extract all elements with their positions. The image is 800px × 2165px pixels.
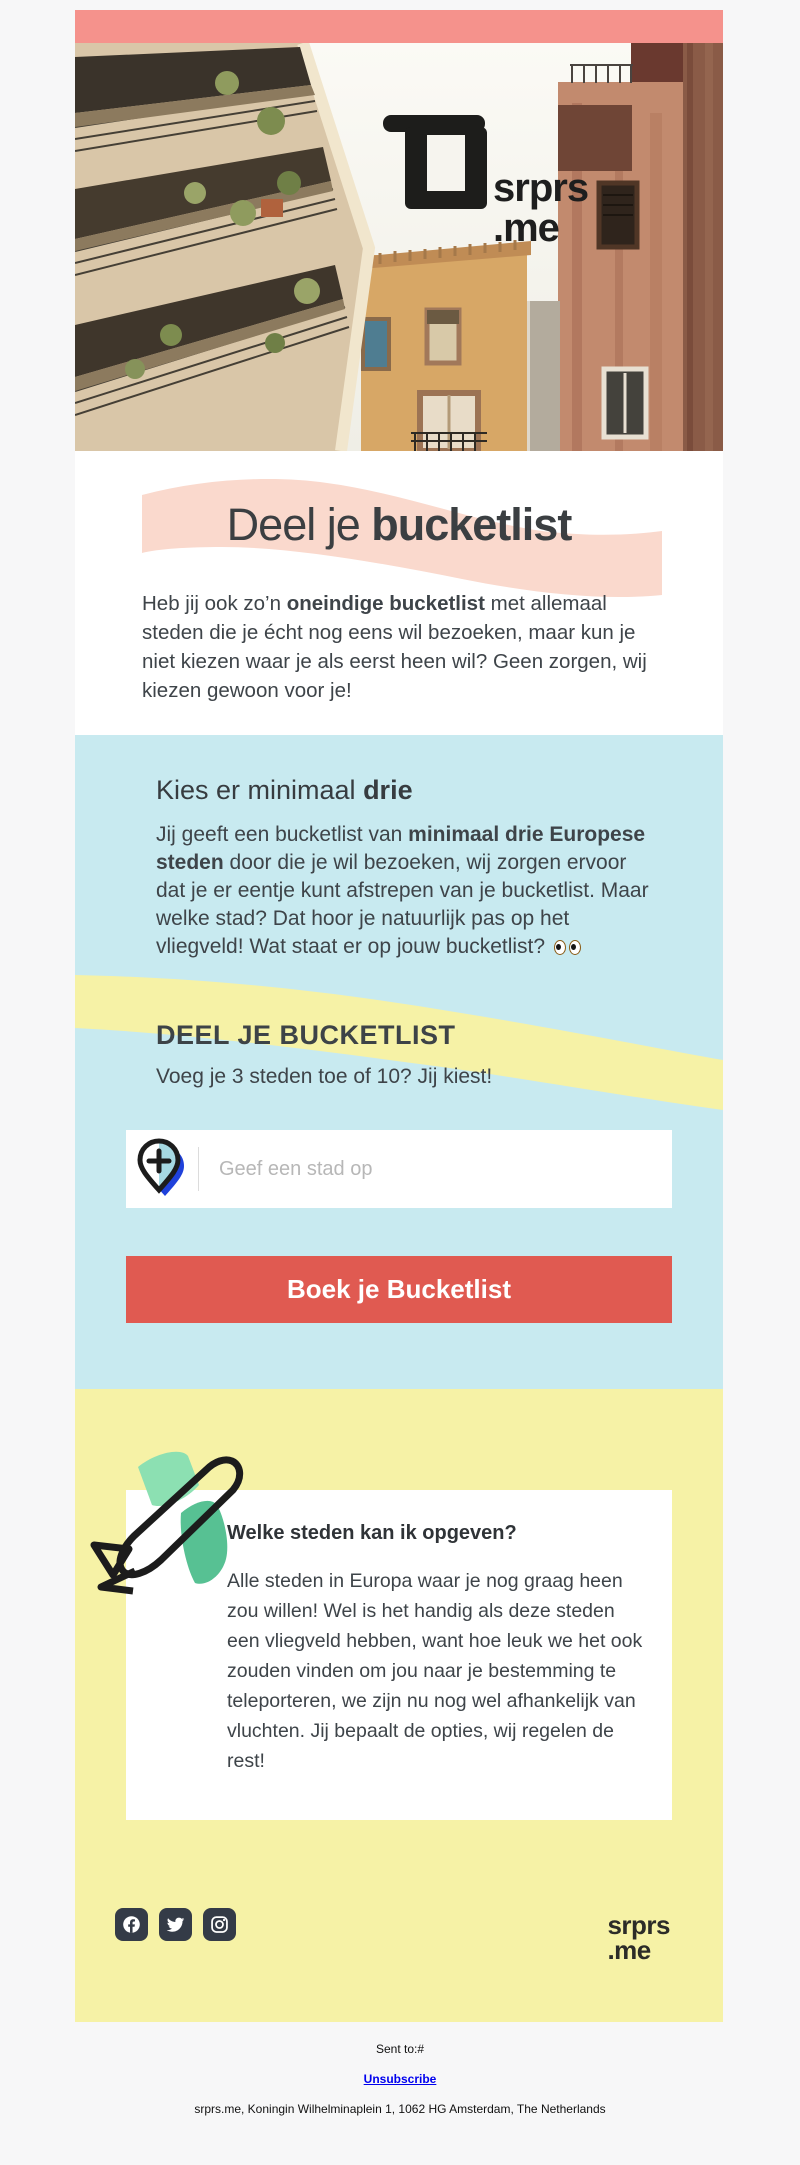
twitter-icon[interactable] [159, 1908, 192, 1941]
top-accent-bar [75, 10, 723, 43]
unsubscribe-link[interactable]: Unsubscribe [363, 2072, 437, 2086]
choose-heading: Kies er minimaal drie [156, 775, 413, 805]
hero-section [75, 451, 723, 735]
choose-body-text: Jij geeft een bucketlist van minimaal drie Europese steden door die je wil bezoeken, wij zorgen ervoor dat je er eentje kunt afstrepen van je bucketlist. Maar welke stad? Dat hoor je natuurlijk pas op het vliegveld! Wat staat er op jouw bucketlist? [156, 823, 649, 958]
street-photo-illustration [75, 43, 723, 451]
social-icons-row [115, 1908, 236, 1941]
share-subtitle: Voeg je 3 steden toe of 10? Jij kiest! [156, 1065, 493, 1088]
city-search-input[interactable] [199, 1158, 672, 1181]
footer-logo[interactable] [607, 1910, 670, 1965]
city-input-box[interactable] [126, 1130, 672, 1208]
choose-section [75, 735, 723, 1389]
svg-text:.me: .me [493, 206, 559, 250]
footer-logo-line2: .me [607, 1935, 651, 1965]
faq-question: Welke steden kan ik opgeven? [227, 1522, 517, 1544]
hero-title: Deel je bucketlist [226, 499, 572, 550]
hero-intro-text: Heb jij ook zo’n oneindige bucketlist met allemaal steden die je écht nog eens wil bezoeken, maar kun je niet kiezen waar je als eerst heen wil? Geen zorgen, wij kiezen gewoon voor je! [142, 592, 647, 702]
eyes-emoji [551, 935, 581, 958]
header-photo [75, 43, 723, 451]
footer-address: srprs.me, Koningin Wilhelminaplein 1, 1062 HG Amsterdam, The Netherlands [194, 2102, 606, 2116]
facebook-icon[interactable] [115, 1908, 148, 1941]
faq-section [75, 1389, 723, 2022]
instagram-icon[interactable] [203, 1908, 236, 1941]
sent-to-text: Sent to:# [375, 2042, 425, 2056]
airplane-icon [83, 1449, 265, 1607]
share-heading: DEEL JE BUCKETLIST [156, 1020, 456, 1050]
svg-text:srprs: srprs [493, 166, 589, 210]
location-pin-icon [126, 1138, 198, 1200]
faq-answer: Alle steden in Europa waar je nog graag heen zou willen! Wel is het handig als deze steden een vliegveld hebben, want hoe leuk we het ook zouden vinden om jou naar je bestemming te teleporteren, we zijn nu nog wel afhankelijk van vluchten. Jij bepaalt de opties, wij regelen de rest! [227, 1570, 643, 1772]
footer-logo-line1: srprs [607, 1910, 670, 1940]
unsubscribe-row [0, 2072, 800, 2086]
book-bucketlist-button[interactable]: Boek je Bucketlist [126, 1256, 672, 1323]
